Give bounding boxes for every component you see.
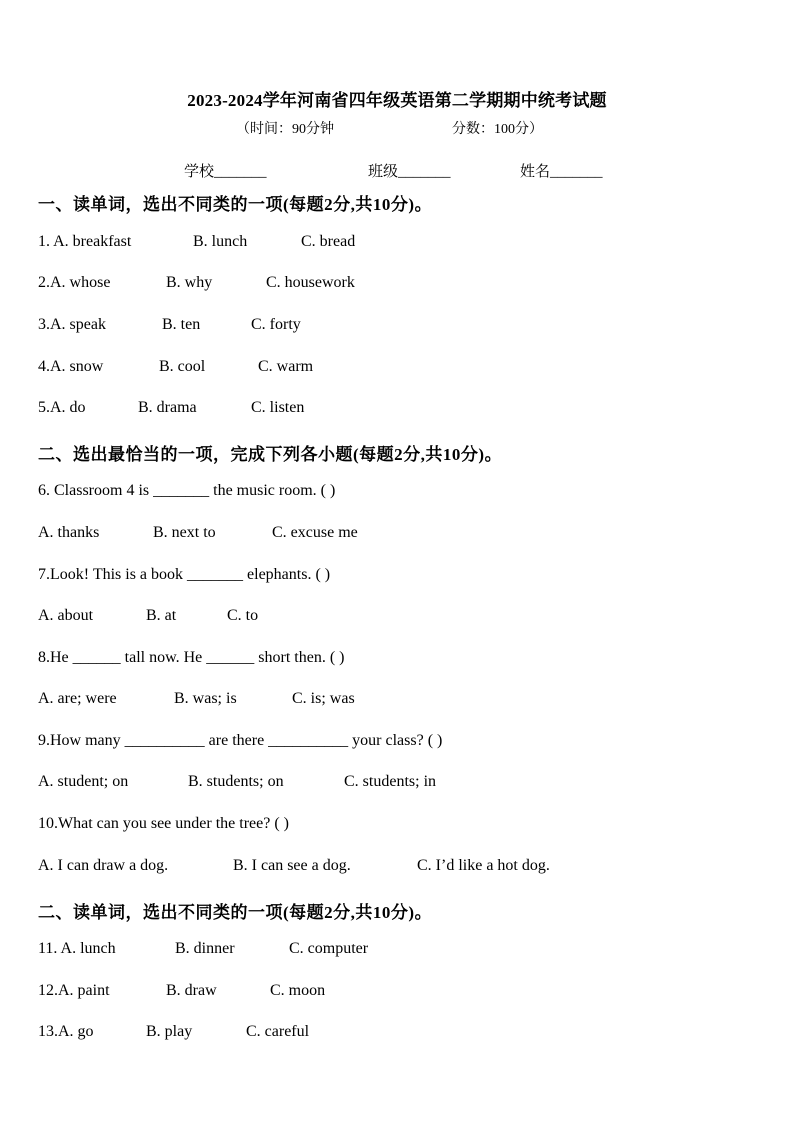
option-a: 4.A. snow xyxy=(38,358,104,375)
option-b: B. drama xyxy=(138,399,197,416)
option-a: A. student; on xyxy=(38,773,129,790)
section-heading: 二、选出最恰当的一项，完成下列各小题(每题2分,共10分)。 xyxy=(38,445,503,464)
option-b: B. at xyxy=(146,607,177,624)
option-a: 5.A. do xyxy=(38,399,86,416)
option-a: A. thanks xyxy=(38,524,100,541)
question-stem: 7.Look! This is a book _______ elephants. ( ) xyxy=(38,566,331,583)
name-field: 姓名_______ xyxy=(520,164,603,180)
question-stem: 6. Classroom 4 is _______ the music room. ( ) xyxy=(38,482,336,499)
page-title: 2023-2024学年河南省四年级英语第二学期期中统考试题 xyxy=(187,91,607,110)
option-c: C. moon xyxy=(270,982,326,999)
option-c: C. I’d like a hot dog. xyxy=(417,857,550,874)
option-c: C. to xyxy=(227,607,259,624)
option-c: C. housework xyxy=(266,274,355,291)
exam-score: 分数：100分） xyxy=(452,122,543,137)
option-a: 1. A. breakfast xyxy=(38,233,132,250)
option-b: B. next to xyxy=(153,524,216,541)
option-a: A. are; were xyxy=(38,690,117,707)
section-heading: 二、读单词，选出不同类的一项(每题2分,共10分)。 xyxy=(38,903,433,922)
option-a: 12.A. paint xyxy=(38,982,110,999)
option-a: 2.A. whose xyxy=(38,274,111,291)
question-stem: 10.What can you see under the tree? ( ) xyxy=(38,815,289,832)
option-c: C. forty xyxy=(251,316,301,333)
option-c: C. students; in xyxy=(344,773,437,790)
option-a: A. I can draw a dog. xyxy=(38,857,169,874)
option-b: B. play xyxy=(146,1023,193,1040)
option-c: C. excuse me xyxy=(272,524,358,541)
question-stem: 8.He ______ tall now. He ______ short then. ( ) xyxy=(38,649,345,666)
option-b: B. I can see a dog. xyxy=(233,857,351,874)
option-c: C. warm xyxy=(258,358,314,375)
section-heading: 一、读单词，选出不同类的一项(每题2分,共10分)。 xyxy=(38,195,433,214)
option-c: C. listen xyxy=(251,399,305,416)
option-c: C. careful xyxy=(246,1023,310,1040)
option-b: B. why xyxy=(166,274,213,291)
option-b: B. cool xyxy=(159,358,206,375)
option-a: 3.A. speak xyxy=(38,316,106,333)
option-b: B. was; is xyxy=(174,690,237,707)
option-b: B. ten xyxy=(162,316,201,333)
exam-time: （时间：90分钟 xyxy=(236,122,334,137)
option-c: C. bread xyxy=(301,233,356,250)
option-a: 13.A. go xyxy=(38,1023,94,1040)
class-field: 班级_______ xyxy=(368,164,451,180)
option-c: C. is; was xyxy=(292,690,355,707)
option-b: B. students; on xyxy=(188,773,284,790)
option-a: A. about xyxy=(38,607,94,624)
option-c: C. computer xyxy=(289,940,369,957)
option-b: B. dinner xyxy=(175,940,235,957)
option-b: B. lunch xyxy=(193,233,248,250)
option-a: 11. A. lunch xyxy=(38,940,116,957)
school-field: 学校_______ xyxy=(184,164,267,180)
option-b: B. draw xyxy=(166,982,217,999)
question-stem: 9.How many __________ are there __________ your class? ( ) xyxy=(38,732,443,749)
